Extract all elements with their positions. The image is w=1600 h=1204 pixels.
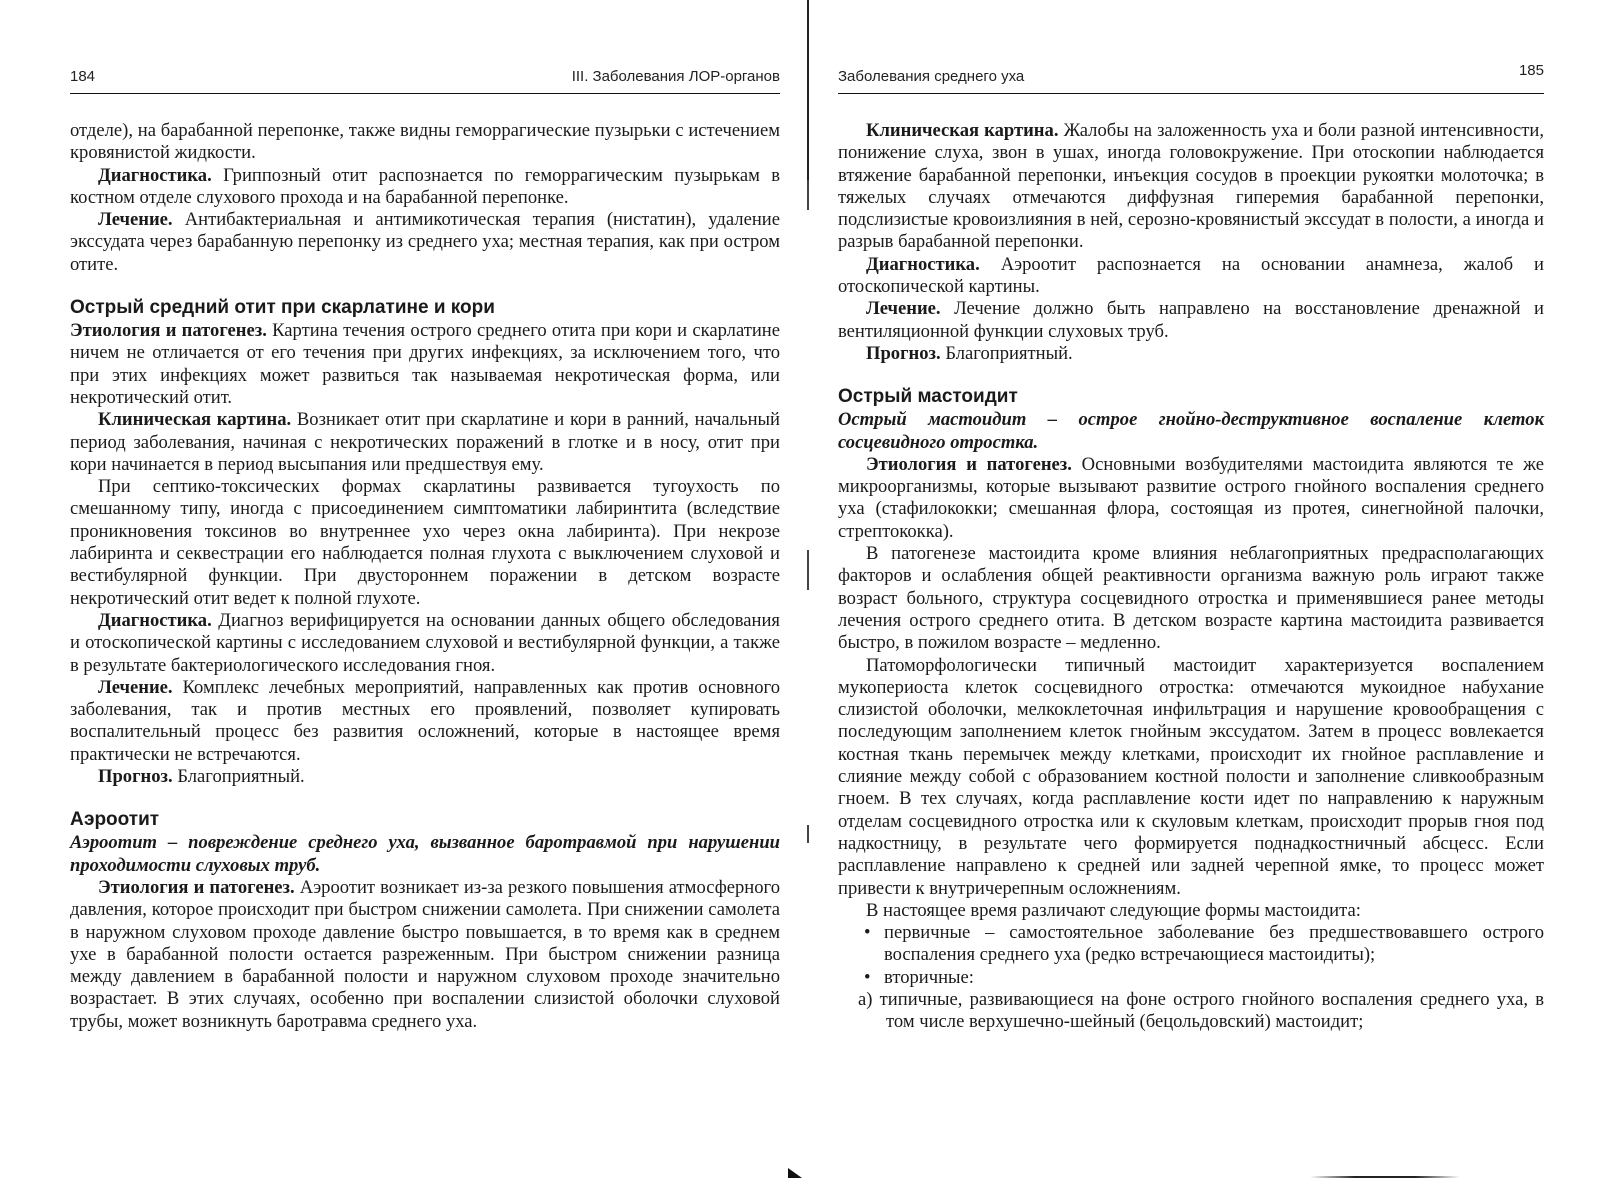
footer-line [1310, 1176, 1460, 1178]
paragraph: В настоящее время различают следующие формы мастоидита: [866, 899, 1361, 921]
paragraph [838, 343, 1544, 365]
paragraph-text: Комплекс лечебных мероприятий, направленных как против основного заболевания, так и против местных его проявлений, позволяет купировать воспалительный процесс без развития осложнений, которые в настоящее время практически не встречаются. [70, 676, 780, 765]
paragraph: Патоморфологически типичный мастоидит характеризуется воспалением мукопериоста клеток сосцевидного отростка: отмечаются мукоидное набухание слизистой оболочки, мелкоклеточная инфильтрация и нарушение кровообращения с последующим заполнением клеток гнойным экссудатом. Затем в процесс вовлекается костная ткань перемычек между клетками, происходит их гнойное расплавление и слияние между собой с образованием костной полости и заполнение сливкообразным гноем. В тех случаях, когда расплавление кости идет по направлению к наружным отделам сосцевидного отростка или к скуловым клеткам, происходит прорыв гноя под надкостницу, в результате чего формируется поднадкостничный абсцесс. Если расплавление направлено к средней или задней черепной ямке, то процесс может привести к внутричерепным осложнениям. [838, 654, 1544, 899]
paragraph [70, 209, 780, 276]
sub-list-item: а) типичные, развивающиеся на фоне острого гнойного воспаления среднего уха, в том числе верхушечно-шейный (бецольдовский) мастоидит; [858, 988, 1544, 1033]
term-label: Клиническая картина. [866, 120, 1059, 141]
paragraph [838, 120, 1544, 254]
paragraph [70, 766, 780, 788]
header-rule [70, 93, 780, 95]
spine-mark [807, 550, 809, 590]
term-label: Лечение. [98, 676, 173, 698]
paragraph: При септико-токсических формах скарлатины развивается тугоухость по смешанному типу, иногда с присоединением симптоматики лабиринтита (вследствие проникновения токсинов во внутреннее ухо через окна лабиринта). При некрозе лабиринта и секвестрации его наблюдается полная глухота с выключением слуховой и вестибулярной функции. При двустороннем поражении в детском возрасте некротический отит ведет к полной глухоте. [70, 476, 780, 609]
definition: Аэроотит – повреждение среднего уха, вызванное баротравмой при нарушении проходимости слуховых труб. [70, 832, 780, 876]
paragraph-text: Гриппозный отит распознается по геморрагическим пузырькам в костном отделе слухового прохода и на барабанной перепонке. [70, 164, 780, 208]
paragraph-text: Благоприятный. [172, 766, 305, 788]
paragraph-text: Картина течения острого среднего отита при кори и скарлатине ничем не отличается от его течения при других инфекциях, за исключением того, что при этих инфекциях может развиться так называемая некротическая форма, или некротический отит. [70, 320, 781, 408]
bullet-list [838, 922, 1544, 989]
paragraph: отделе), на барабанной перепонке, также видны геморрагические пузырьки с истечением кровянистой жидкости. [70, 120, 780, 164]
spine-mark [807, 180, 809, 210]
bullet-glyph: • [864, 966, 871, 988]
list-item-text: вторичные: [884, 966, 974, 988]
paragraph [70, 409, 780, 476]
page-number: 184 [70, 68, 96, 85]
paragraph [70, 677, 780, 766]
running-title: III. Заболевания ЛОР-органов [571, 68, 780, 85]
running-head [838, 62, 1544, 88]
paragraph [838, 454, 1544, 543]
corner-mark [788, 1168, 802, 1178]
paragraph-text: Диагноз верифицируется на основании данных общего обследования и отоскопической картины с исследованием слуховой и вестибулярной функции, а также в результате бактериологического исследования гноя. [70, 609, 780, 676]
right-body [838, 120, 1544, 1034]
running-title: Заболевания среднего уха [838, 68, 1025, 85]
paragraph-text: Лечение должно быть направлено на восстановление дренажной и вентиляционной функции слуховых труб. [838, 298, 1544, 342]
list-item [838, 922, 1544, 967]
term-label: Диагностика. [866, 253, 980, 275]
term-label: Прогноз. [866, 342, 941, 364]
list-item [838, 967, 1544, 989]
paragraph [70, 320, 780, 409]
paragraph-text: Благоприятный. [940, 342, 1073, 364]
left-page [70, 0, 780, 1204]
term-label: Клиническая картина. [98, 409, 292, 431]
definition: Острый мастоидит – острое гнойно-деструктивное воспаление клеток сосцевидного отростка. [838, 409, 1544, 453]
term-label: Этиология и патогенез. [70, 320, 267, 342]
list-item-text: первичные – самостоятельное заболевание без предшествовавшего острого воспаления среднего уха (редко встречающиеся мастоидиты); [884, 922, 1544, 966]
header-rule [838, 93, 1544, 95]
paragraph [70, 877, 780, 1033]
right-page [838, 0, 1544, 1204]
term-label: Этиология и патогенез. [866, 453, 1072, 475]
paragraph [838, 298, 1544, 343]
term-label: Диагностика. [98, 164, 212, 186]
paragraph-text: Основными возбудителями мастоидита являются те же микроорганизмы, которые вызывают развитие острого гнойного воспаления среднего уха (стафилококки; смешанная флора, состоящая из протея, синегнойной палочки, стрептококка). [838, 453, 1545, 542]
term-label: Прогноз. [98, 766, 173, 788]
section-heading: Аэроотит [70, 809, 160, 831]
term-label: Этиология и патогенез. [98, 876, 295, 898]
paragraph-text: Жалобы на заложенность уха и боли разной интенсивности, понижение слуха, звон в ушах, иногда головокружение. При отоскопии наблюдается втяжение барабанной перепонки, инъекция сосудов в проекции рукоятки молоточка; в тяжелых случаях отмечаются диффузная гиперемия барабанной перепонки, подслизистые кровоизлияния в ней, серозно-кровянистый экссудат в полости, а иногда и разрыв барабанной перепонки. [838, 120, 1544, 253]
paragraph-text: Аэроотит возникает из-за резкого повышения атмосферного давления, которое происходит при быстром снижении самолета. При снижении самолета в наружном слуховом проходе давление быстро повышается, в то время как в среднем ухе в барабанной полости остается разреженным. При быстром снижении разница между давлением в барабанной полости и наружном слуховом проходе значительно возрастает. В этих случаях, особенно при воспалении слизистой оболочки слуховой трубы, может возникнуть баротравма среднего уха. [70, 876, 780, 1032]
paragraph [70, 165, 780, 210]
page-number: 185 [1518, 62, 1544, 79]
paragraph [838, 254, 1544, 299]
left-body [70, 120, 780, 1033]
paragraph-text: Антибактериальная и антимикотическая терапия (нистатин), удаление экссудата через барабанную перепонку из среднего уха; местная терапия, как при остром отите. [70, 209, 780, 275]
term-label: Диагностика. [98, 609, 212, 631]
section-heading: Острый мастоидит [838, 386, 1018, 408]
term-label: Лечение. [98, 209, 173, 231]
spine-mark [807, 825, 809, 843]
bullet-glyph: • [864, 922, 871, 944]
paragraph [70, 610, 780, 677]
paragraph: В патогенезе мастоидита кроме влияния неблагоприятных предрасполагающих факторов и ослабления общей реактивности организма важную роль играют также возраст больного, структура сосцевидного отростка и применявшиеся ранее методы лечения острого среднего отита. В детском возрасте картина мастоидита развивается быстро, в пожилом возрасте – медленно. [838, 543, 1544, 654]
paragraph-text: Аэроотит распознается на основании анамнеза, жалоб и отоскопической картины. [838, 253, 1544, 298]
running-head [70, 66, 780, 88]
section-heading: Острый средний отит при скарлатине и кори [70, 297, 495, 319]
term-label: Лечение. [866, 298, 941, 320]
paragraph-text: Возникает отит при скарлатине и кори в ранний, начальный период заболевания, начиная с некротических поражений в глотке и в носу, отит при кори начинается в период высыпания или предшествуя ему. [70, 409, 780, 475]
